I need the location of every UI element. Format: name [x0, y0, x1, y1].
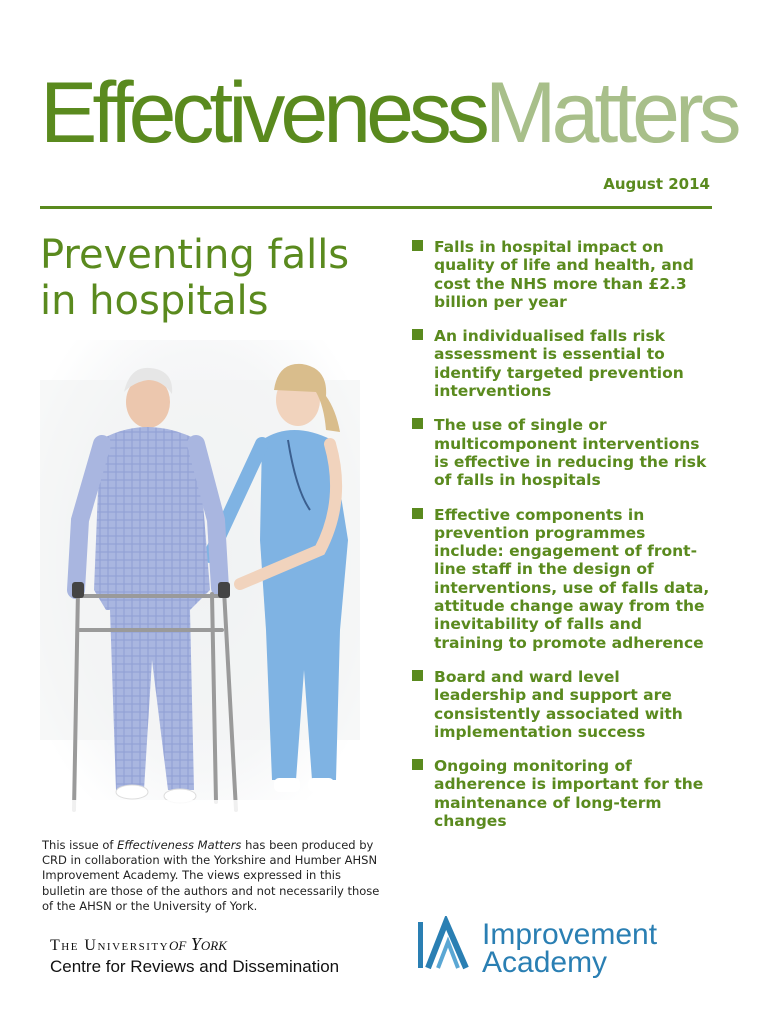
masthead-part2: Matters: [484, 65, 737, 161]
key-points-list: [412, 238, 712, 846]
credit-text-after: has been produced by CRD in collaboration with the Yorkshire and Humber AHSN Improvement Academy. The views expressed in this bulletin are those of the authors and not necessarily those of the AHSN or the University of York.: [42, 838, 380, 913]
square-bullet-icon: [412, 240, 423, 251]
masthead-title: [40, 65, 737, 161]
list-item: [412, 757, 712, 830]
crd-name: Centre for Reviews and Dissemination: [50, 957, 340, 976]
academy-word2: Academy: [482, 946, 608, 979]
list-item: [412, 506, 712, 652]
square-bullet-icon: [412, 759, 423, 770]
list-item: [412, 327, 712, 400]
list-item-text: The use of single or multicomponent interventions is effective in reducing the risk of falls in hospitals: [434, 416, 707, 490]
list-item-text: Effective components in prevention programmes include: engagement of front-line staff in the design of interventions, use of falls data, attitude change away from the inevitability of falls and training to promote adherence: [434, 505, 710, 652]
university-of-york-logo: [50, 934, 339, 977]
academy-word1: Improvement: [482, 918, 658, 951]
list-item-text: Ongoing monitoring of adherence is important for the maintenance of long-term changes: [434, 757, 704, 831]
improvement-academy-logo: [418, 916, 658, 979]
list-item-text: Board and ward level leadership and support are consistently associated with implementation success: [434, 667, 683, 741]
credit-text-before: This issue of: [42, 838, 118, 852]
york-logo-line1: [50, 934, 339, 955]
masthead-part1: Effectiveness: [40, 65, 485, 161]
list-item: [412, 416, 712, 489]
page-title: Preventing falls in hospitals: [40, 232, 350, 324]
square-bullet-icon: [412, 418, 423, 429]
york-of-york-text: of York: [169, 934, 227, 954]
issue-date: August 2014: [603, 175, 710, 193]
square-bullet-icon: [412, 508, 423, 519]
improvement-academy-mark-icon: [418, 916, 474, 970]
list-item: [412, 668, 712, 741]
square-bullet-icon: [412, 670, 423, 681]
york-university-text: The University: [50, 937, 170, 954]
credit-note: [42, 838, 387, 914]
header-divider: [40, 206, 712, 209]
credit-text-italic: Effectiveness Matters: [117, 838, 242, 852]
square-bullet-icon: [412, 329, 423, 340]
list-item-text: Falls in hospital impact on quality of life and health, and cost the NHS more than £2.3 billion per year: [434, 238, 694, 311]
list-item: [412, 238, 712, 311]
list-item-text: An individualised falls risk assessment is essential to identify targeted prevention interventions: [434, 327, 684, 401]
cover-photo: [40, 340, 360, 830]
